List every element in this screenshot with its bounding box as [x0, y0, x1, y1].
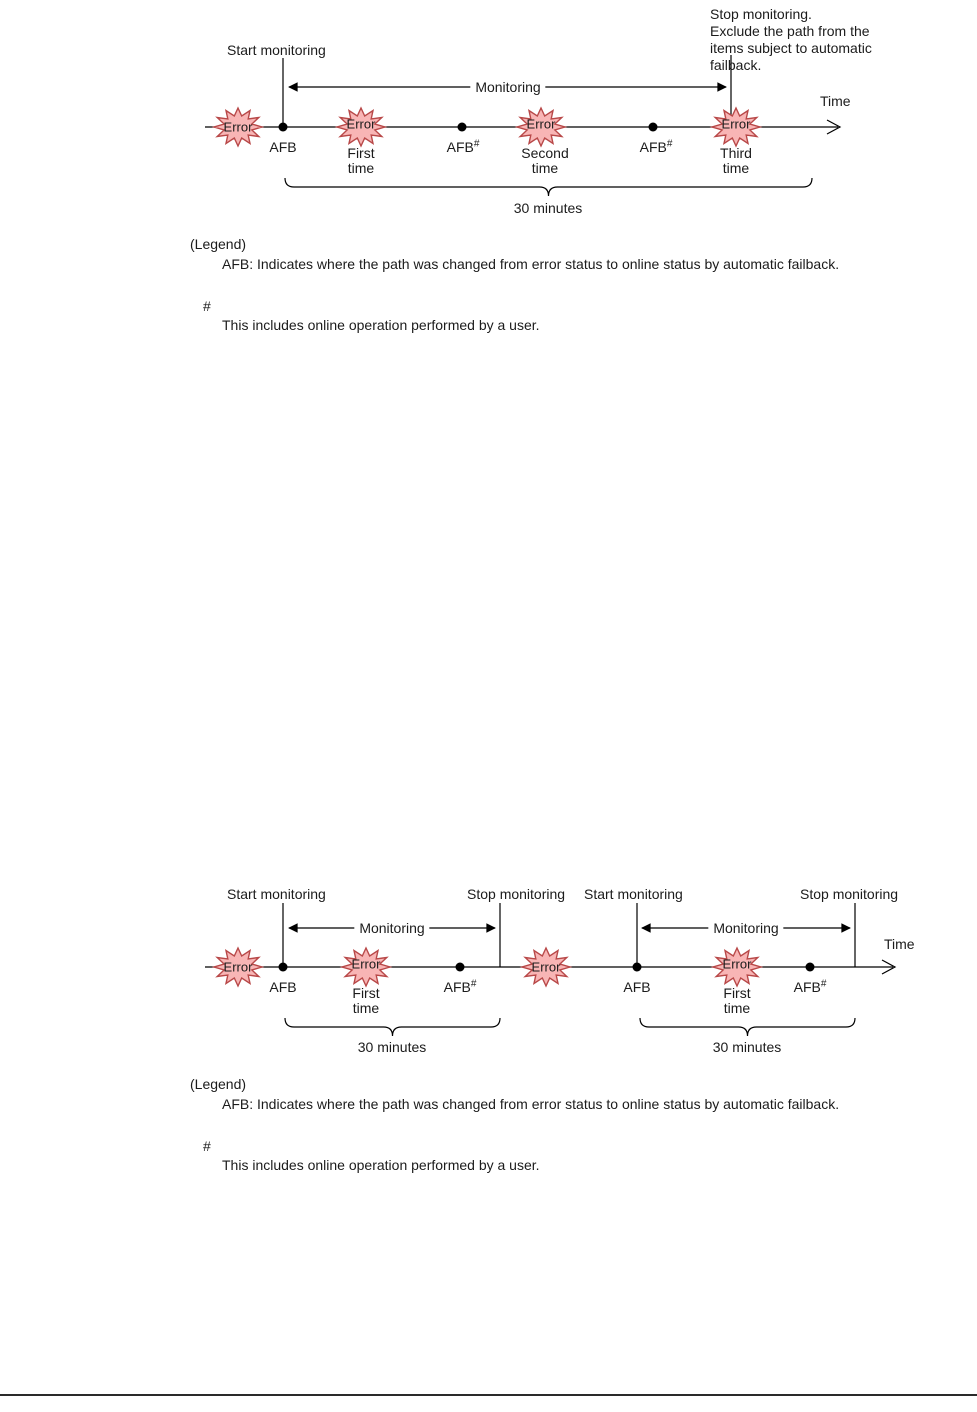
- error-label: Error: [351, 956, 381, 972]
- first-time-label: First time: [347, 145, 375, 176]
- start-monitoring-label: Start monitoring: [227, 42, 326, 58]
- afb-dot: [456, 963, 465, 972]
- duration-brace: [640, 1018, 855, 1036]
- duration-label: 30 minutes: [712, 1039, 782, 1055]
- stop-monitoring-line: failback.: [710, 57, 762, 73]
- start-monitoring-label: Start monitoring: [227, 886, 326, 902]
- error-label: Error: [346, 116, 376, 132]
- afb-dot: [279, 963, 288, 972]
- first-time-label: First time: [352, 985, 380, 1016]
- stop-monitoring-label: [710, 6, 872, 74]
- duration-brace: [285, 1018, 500, 1036]
- monitoring-label: Monitoring: [470, 79, 545, 95]
- error-label: Error: [223, 119, 253, 135]
- stop-monitoring-label: Stop monitoring: [800, 886, 899, 902]
- first-time-label: First time: [723, 985, 751, 1016]
- legend-note: This includes online operation performed by a user.: [222, 1157, 540, 1173]
- afb-sup-label: AFB#: [446, 138, 480, 155]
- afb-sup-label: AFB#: [639, 138, 673, 155]
- legend-note: This includes online operation performed by a user.: [222, 317, 540, 333]
- stop-monitoring-line: items subject to automatic: [710, 40, 872, 56]
- page-footer-rule: [0, 1394, 977, 1396]
- legend-hash: #: [203, 1138, 211, 1154]
- afb-label: AFB: [623, 979, 651, 995]
- monitoring-label: Monitoring: [708, 920, 783, 936]
- error-label: Error: [531, 959, 561, 975]
- stop-monitoring-line: Stop monitoring.: [710, 6, 812, 22]
- error-label: Error: [223, 959, 253, 975]
- monitoring-label: Monitoring: [354, 920, 429, 936]
- error-label: Error: [721, 116, 751, 132]
- legend-title: (Legend): [190, 1076, 247, 1092]
- error-label: Error: [526, 116, 556, 132]
- afb-dot: [458, 123, 467, 132]
- afb-label: AFB: [269, 139, 297, 155]
- legend-hash: #: [203, 298, 211, 314]
- afb-sup-label: AFB#: [443, 978, 477, 995]
- afb-dot: [633, 963, 642, 972]
- error-label: Error: [722, 956, 752, 972]
- stop-monitoring-line: Exclude the path from the: [710, 23, 870, 39]
- afb-label: AFB: [269, 979, 297, 995]
- legend-afb-line: AFB: Indicates where the path was changed from error status to online status by automatic failback.: [222, 1096, 840, 1112]
- third-time-label: Third time: [720, 145, 752, 176]
- duration-label: 30 minutes: [357, 1039, 427, 1055]
- second-time-label: Second time: [521, 145, 569, 176]
- duration-brace: [285, 178, 812, 196]
- afb-dot: [279, 123, 288, 132]
- start-monitoring-label: Start monitoring: [584, 886, 683, 902]
- duration-label: 30 minutes: [513, 200, 583, 216]
- afb-dot: [649, 123, 658, 132]
- legend-title: (Legend): [190, 236, 247, 252]
- time-label: Time: [820, 93, 851, 109]
- stop-monitoring-label: Stop monitoring: [467, 886, 566, 902]
- afb-sup-label: AFB#: [793, 978, 827, 995]
- time-label: Time: [884, 936, 915, 952]
- afb-dot: [806, 963, 815, 972]
- legend-afb-line: AFB: Indicates where the path was changed from error status to online status by automatic failback.: [222, 256, 840, 272]
